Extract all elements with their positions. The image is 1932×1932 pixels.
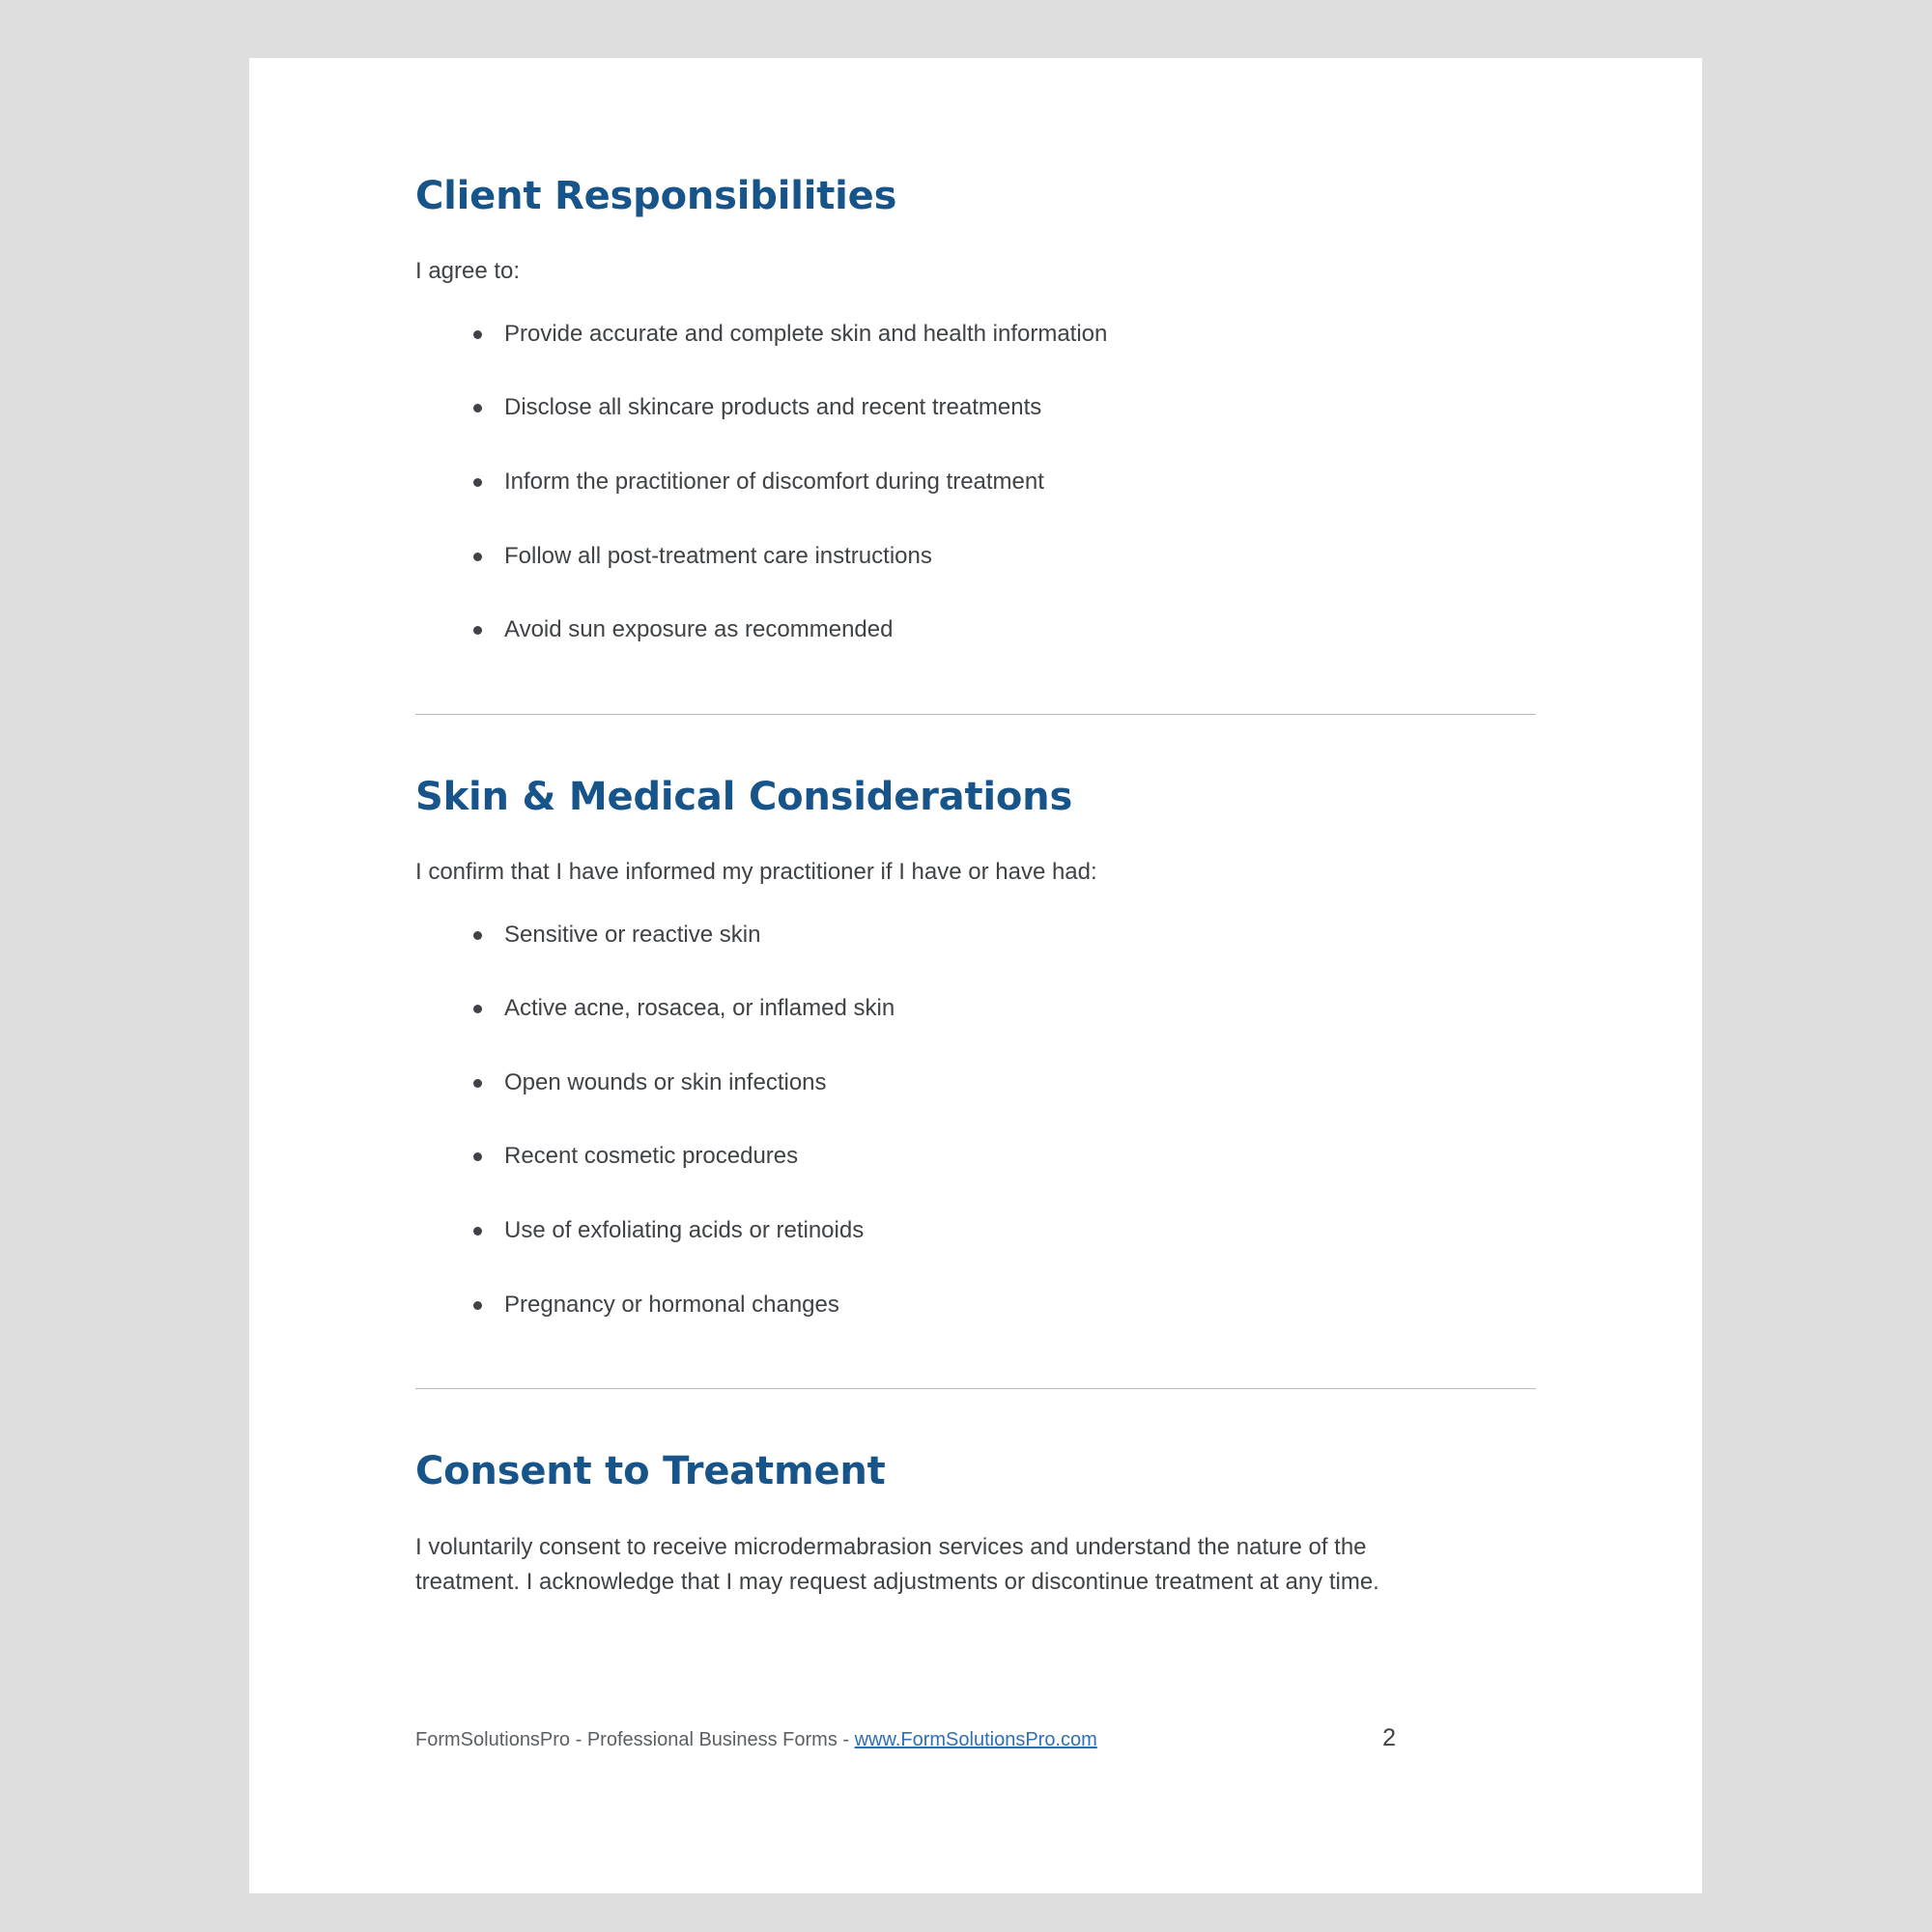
considerations-list (415, 919, 1536, 1321)
list-item: Pregnancy or hormonal changes (468, 1289, 1536, 1321)
list-item: Follow all post-treatment care instructions (468, 540, 1536, 573)
list-item: Active acne, rosacea, or inflamed skin (468, 992, 1536, 1025)
section-title: Skin & Medical Considerations (415, 774, 1073, 819)
section-divider (415, 1388, 1536, 1389)
list-item: Disclose all skincare products and recent treatments (468, 391, 1536, 424)
list-item: Recent cosmetic procedures (468, 1140, 1536, 1173)
section-skin-medical-considerations (415, 775, 1536, 1321)
footer-label: FormSolutionsPro - Professional Business Forms - (415, 1729, 855, 1750)
list-item: Provide accurate and complete skin and health information (468, 318, 1536, 351)
section-intro: I agree to: (415, 258, 521, 284)
list-item: Open wounds or skin infections (468, 1066, 1536, 1099)
section-consent-to-treatment (415, 1449, 1536, 1600)
list-item: Inform the practitioner of discomfort during treatment (468, 466, 1536, 498)
footer-website-link[interactable]: www.FormSolutionsPro.com (854, 1729, 1097, 1750)
footer-text-block (415, 1729, 1097, 1751)
list-item: Avoid sun exposure as recommended (468, 613, 1536, 646)
document-page (249, 58, 1702, 1893)
responsibilities-list (415, 318, 1536, 646)
section-intro: I confirm that I have informed my practitioner if I have or have had: (415, 858, 1097, 885)
page-content (415, 174, 1536, 1600)
page-footer (415, 1724, 1541, 1752)
list-item: Use of exfoliating acids or retinoids (468, 1214, 1536, 1247)
section-client-responsibilities (415, 174, 1536, 646)
section-divider (415, 714, 1536, 715)
section-title: Consent to Treatment (415, 1449, 886, 1494)
page-number: 2 (1382, 1724, 1396, 1751)
section-title: Client Responsibilities (415, 174, 897, 218)
list-item: Sensitive or reactive skin (468, 919, 1536, 952)
consent-body-text: I voluntarily consent to receive microdermabrasion services and understand the nature of the treatment. I acknowledge that I may request adjustments or discontinue treatment at any time. (415, 1534, 1379, 1596)
